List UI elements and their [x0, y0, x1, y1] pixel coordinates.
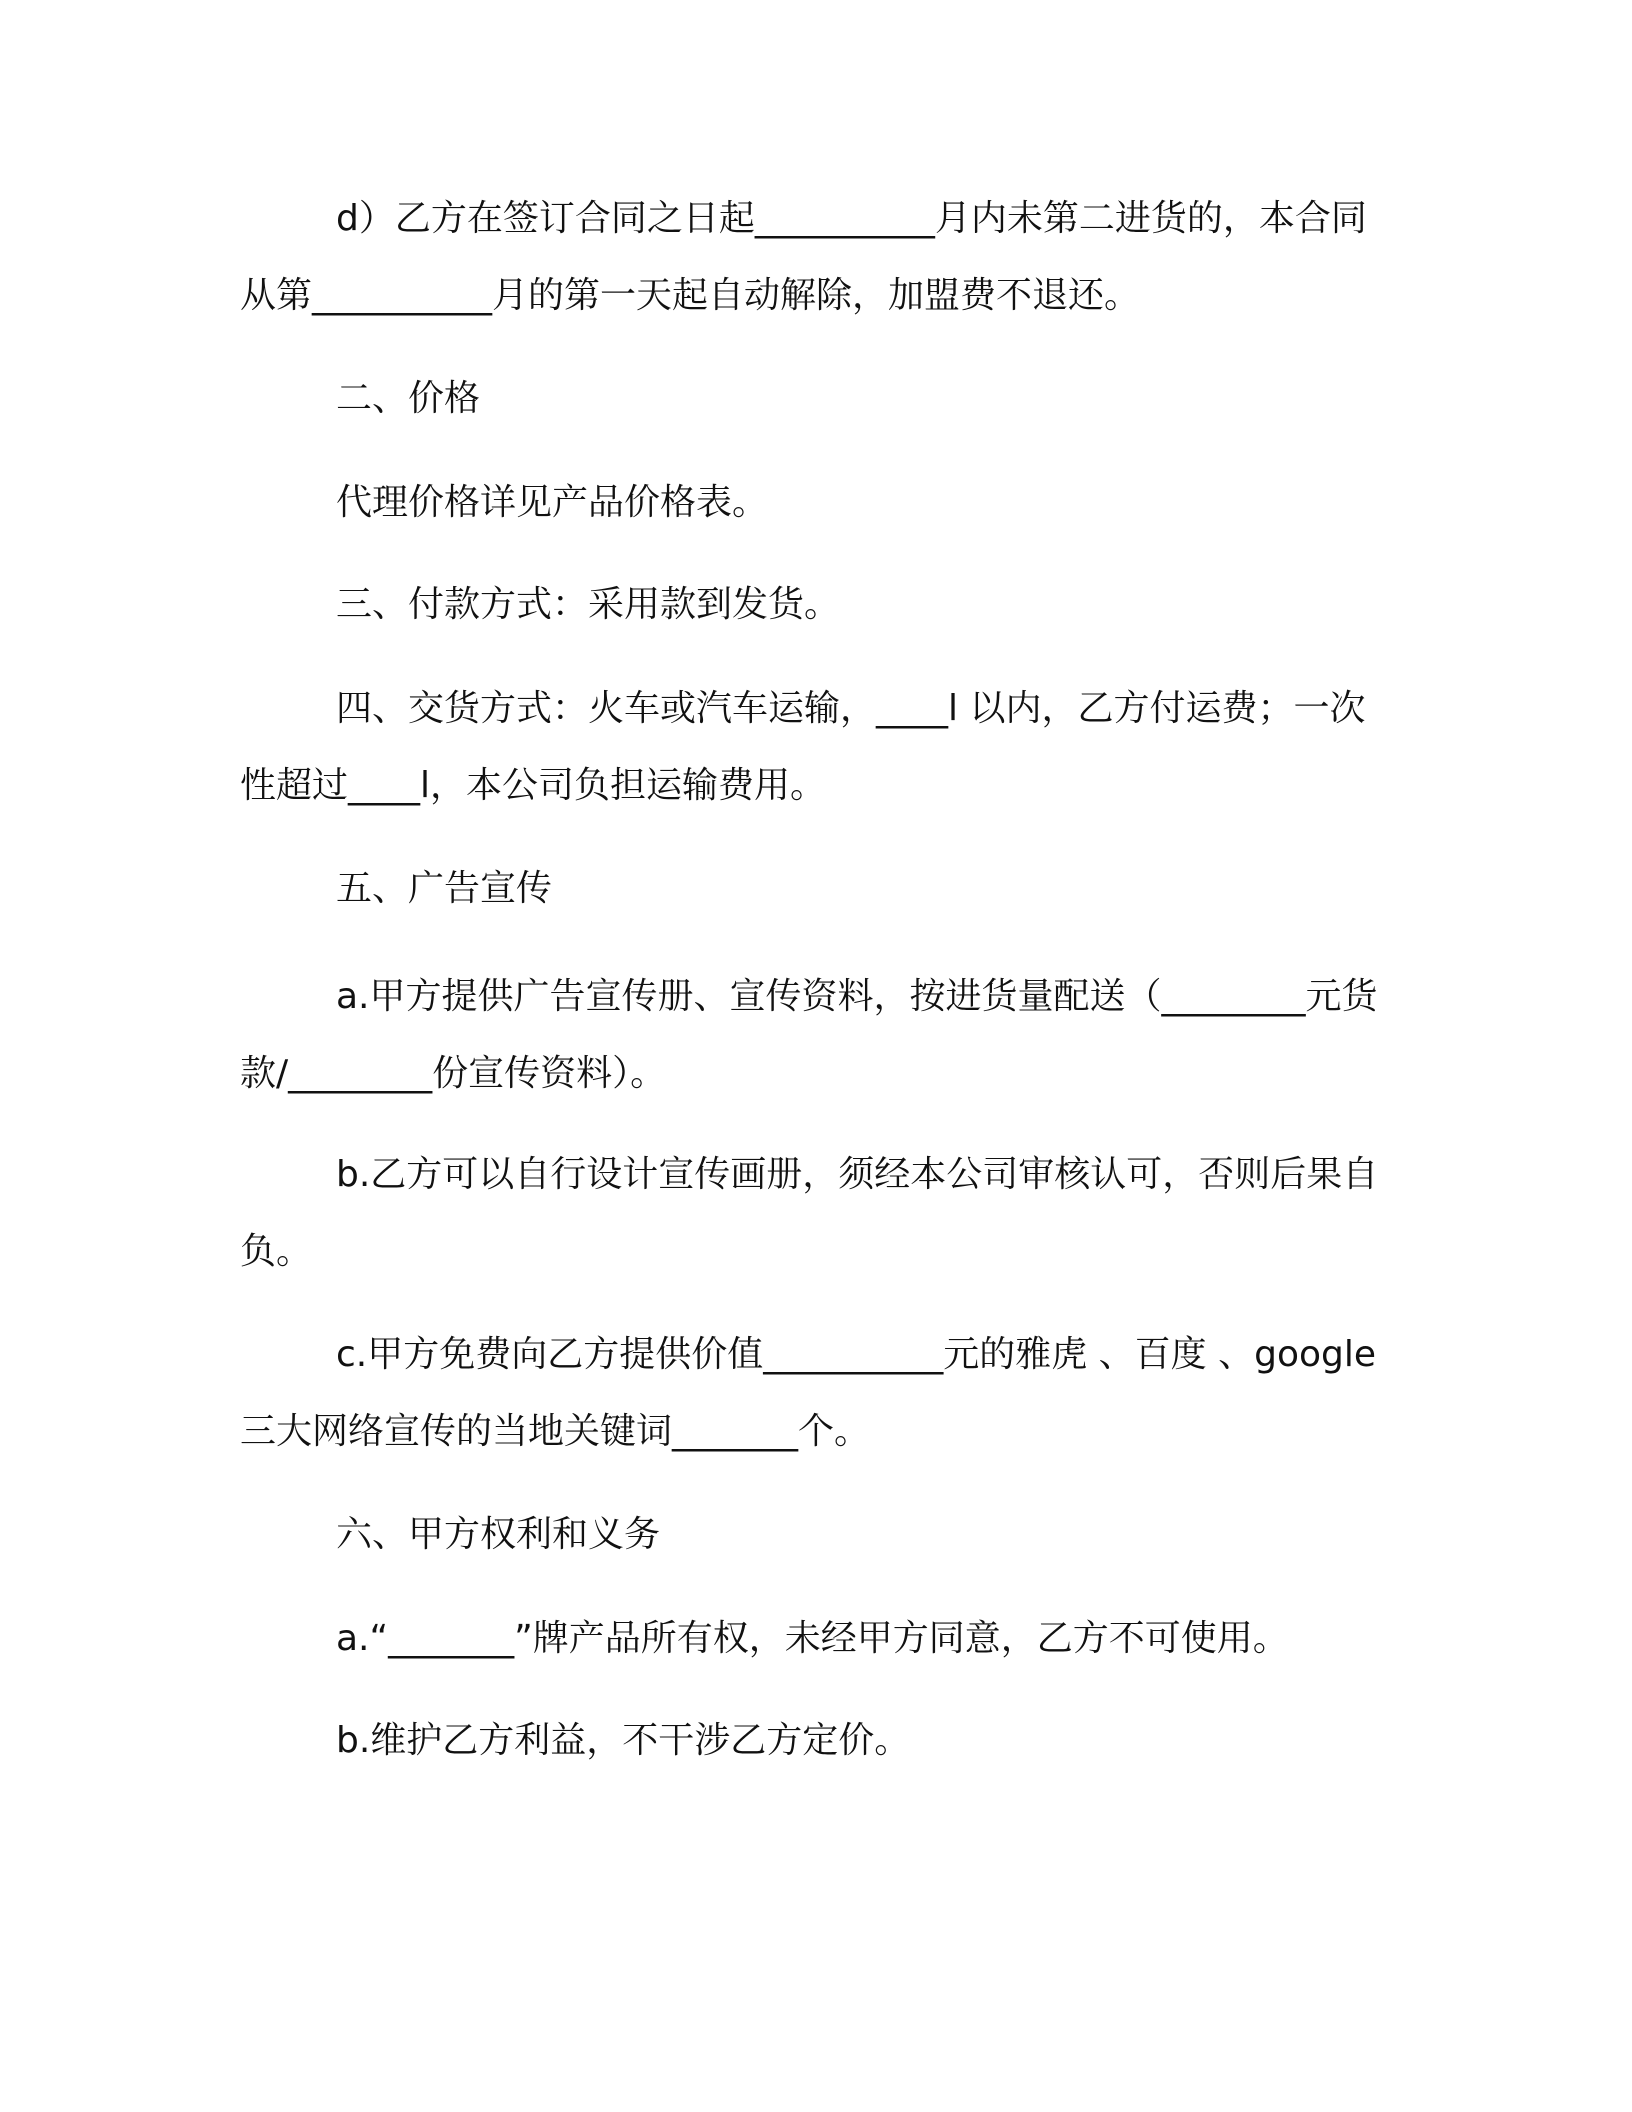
- heading-advertising: 五、广告宣传: [336, 868, 553, 909]
- paragraph-rights-a: a.“_______”牌产品所有权，未经甲方同意，乙方不可使用。: [336, 1618, 1289, 1659]
- paragraph-advertising-c: c.甲方免费向乙方提供价值__________元的雅虎 、百度 、google 三大网络宣传的当地关键词_______个。: [240, 1334, 1377, 1452]
- heading-party-a-rights: 六、甲方权利和义务: [336, 1514, 661, 1555]
- paragraph-advertising-a: a.甲方提供广告宣传册、宣传资料，按进货量配送（________元货款/________份宣传资料）。: [240, 976, 1378, 1094]
- heading-price: 二、价格: [336, 378, 481, 419]
- paragraph-payment-method: 三、付款方式：采用款到发货。: [336, 584, 841, 625]
- paragraph-rights-b: b.维护乙方利益，不干涉乙方定价。: [336, 1720, 911, 1761]
- paragraph-advertising-b: b.乙方可以自行设计宣传画册，须经本公司审核认可，否则后果自负。: [240, 1154, 1379, 1272]
- paragraph-price-detail: 代理价格详见产品价格表。: [336, 482, 769, 523]
- paragraph-delivery-method: 四、交货方式：火车或汽车运输，____l 以内，乙方付运费；一次性超过____l，本公司负担运输费用。: [240, 688, 1366, 806]
- paragraph-termination-clause: d）乙方在签订合同之日起__________月内未第二进货的，本合同从第__________月的第一天起自动解除，加盟费不退还。: [240, 198, 1367, 316]
